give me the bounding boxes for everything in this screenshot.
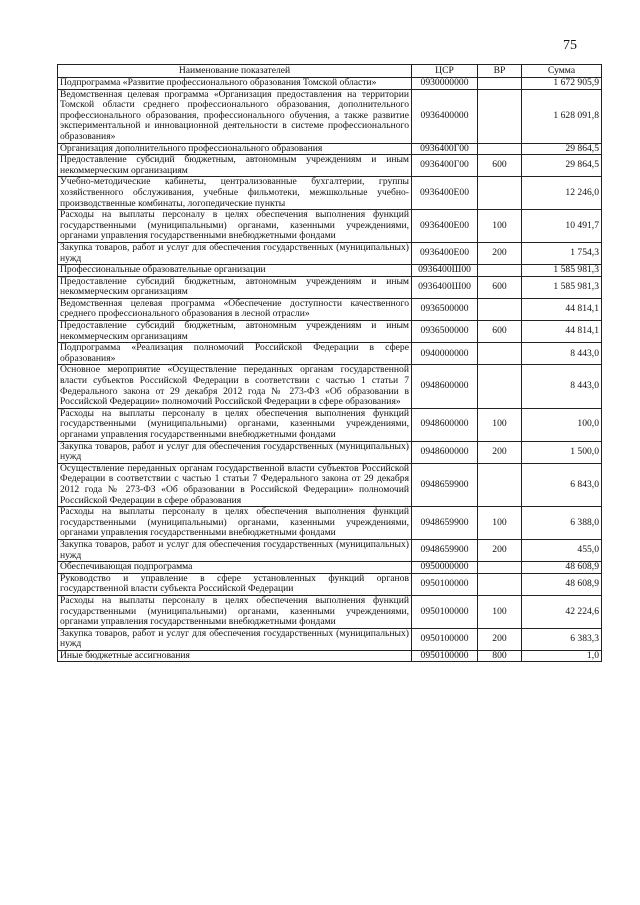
cell-sum: 1 672 905,9 — [522, 78, 602, 90]
table-row — [58, 343, 602, 365]
cell-csr: 0948600000 — [412, 441, 478, 463]
cell-csr: 0948600000 — [412, 408, 478, 441]
cell-name: Расходы на выплаты персоналу в целях обеспечения выполнения функций государственными (муниципальными) органами, казенными учреждениями, органами управления государственными внебюджетными фондами — [58, 595, 412, 628]
cell-csr: 0950100000 — [412, 650, 478, 662]
cell-name: Предоставление субсидий бюджетным, автономным учреждениям и иным некоммерческим организациям — [58, 276, 412, 298]
cell-name: Обеспечивающая подпрограмма — [58, 562, 412, 574]
cell-sum: 1 500,0 — [522, 441, 602, 463]
cell-vr: 100 — [478, 408, 522, 441]
table-row — [58, 155, 602, 177]
cell-sum: 48 608,9 — [522, 562, 602, 574]
cell-sum: 29 864,5 — [522, 155, 602, 177]
cell-name: Закупка товаров, работ и услуг для обеспечения государственных (муниципальных) нужд — [58, 628, 412, 650]
cell-name: Расходы на выплаты персоналу в целях обеспечения выполнения функций государственными (муниципальными) органами, казенными учреждениями, органами управления государственными внебюджетными фондами — [58, 507, 412, 540]
header-sum: Сумма — [522, 65, 602, 78]
header-vr: ВР — [478, 65, 522, 78]
cell-vr — [478, 343, 522, 365]
cell-sum: 100,0 — [522, 408, 602, 441]
cell-vr — [478, 89, 522, 143]
cell-vr: 600 — [478, 155, 522, 177]
cell-csr: 0948659900 — [412, 507, 478, 540]
cell-name: Расходы на выплаты персоналу в целях обеспечения выполнения функций государственными (муниципальными) органами, казенными учреждениями, органами управления государственными внебюджетными фондами — [58, 408, 412, 441]
cell-vr: 200 — [478, 539, 522, 561]
cell-name: Ведомственная целевая программа «Обеспечение доступности качественного среднего профессионального образования в лесной отрасли» — [58, 298, 412, 320]
cell-vr — [478, 463, 522, 506]
cell-sum: 8 443,0 — [522, 365, 602, 408]
cell-name: Учебно-методические кабинеты, централизованные бухгалтерии, группы хозяйственного обслуживания, учебные фильмотеки, межшкольные учебно-производственные комбинаты, логопедические пункты — [58, 177, 412, 210]
cell-name: Организация дополнительного профессионального образования — [58, 143, 412, 155]
cell-vr — [478, 143, 522, 155]
cell-sum: 29 864,5 — [522, 143, 602, 155]
cell-csr: 0936400Ш00 — [412, 265, 478, 277]
cell-vr: 200 — [478, 628, 522, 650]
cell-csr: 0948659900 — [412, 539, 478, 561]
table-row — [58, 143, 602, 155]
cell-sum: 8 443,0 — [522, 343, 602, 365]
table-row — [58, 298, 602, 320]
cell-csr: 0936500000 — [412, 298, 478, 320]
table-row — [58, 507, 602, 540]
cell-csr: 0936400Ш00 — [412, 276, 478, 298]
cell-name: Иные бюджетные ассигнования — [58, 650, 412, 662]
cell-name: Ведомственная целевая программа «Организация предоставления на территории Томской области среднего профессионального образования, дополнительного профессионального образования, профессионального обучения, а также развитие экспериментальной и инновационной деятельности в системе профессионального образования» — [58, 89, 412, 143]
cell-name: Руководство и управление в сфере установленных функций органов государственной власти субъекта Российской Федерации — [58, 573, 412, 595]
table-row — [58, 78, 602, 90]
cell-sum: 1 754,3 — [522, 242, 602, 264]
cell-sum: 44 814,1 — [522, 298, 602, 320]
cell-sum: 1 585 981,3 — [522, 276, 602, 298]
cell-vr: 200 — [478, 441, 522, 463]
cell-sum: 6 383,3 — [522, 628, 602, 650]
cell-vr: 100 — [478, 595, 522, 628]
cell-csr: 0948659900 — [412, 463, 478, 506]
table-row — [58, 562, 602, 574]
cell-vr: 600 — [478, 321, 522, 343]
table-row — [58, 650, 602, 662]
cell-csr: 0950100000 — [412, 595, 478, 628]
table-row — [58, 265, 602, 277]
cell-vr: 200 — [478, 242, 522, 264]
table-row — [58, 628, 602, 650]
cell-sum: 12 246,0 — [522, 177, 602, 210]
cell-name: Подпрограмма «Развитие профессионального образования Томской области» — [58, 78, 412, 90]
cell-csr: 0950100000 — [412, 573, 478, 595]
cell-csr: 0936400Е00 — [412, 210, 478, 243]
cell-csr: 0940000000 — [412, 343, 478, 365]
table-row — [58, 595, 602, 628]
cell-vr — [478, 78, 522, 90]
cell-sum: 42 224,6 — [522, 595, 602, 628]
cell-vr — [478, 562, 522, 574]
cell-vr — [478, 177, 522, 210]
cell-csr: 0936500000 — [412, 321, 478, 343]
table-row — [58, 210, 602, 243]
header-name: Наименование показателей — [58, 65, 412, 78]
cell-sum: 10 491,7 — [522, 210, 602, 243]
table-header-row — [58, 65, 602, 78]
cell-name: Профессиональные образовательные организации — [58, 265, 412, 277]
table-row — [58, 242, 602, 264]
cell-vr — [478, 265, 522, 277]
cell-name: Предоставление субсидий бюджетным, автономным учреждениям и иным некоммерческим организациям — [58, 155, 412, 177]
cell-vr: 100 — [478, 210, 522, 243]
table-row — [58, 463, 602, 506]
table-row — [58, 573, 602, 595]
cell-vr — [478, 365, 522, 408]
cell-csr: 0950100000 — [412, 628, 478, 650]
cell-csr: 0936400Е00 — [412, 177, 478, 210]
table-row — [58, 321, 602, 343]
cell-name: Основное мероприятие «Осуществление переданных органам государственной власти субъектов Российской Федерации в соответствии с частью 1 статьи 7 Федерального закона от 29 декабря 2012 года № 273-ФЗ «Об образовании в Российской Федерации» полномочий Российской Федерации в сфере образования» — [58, 365, 412, 408]
cell-vr — [478, 298, 522, 320]
cell-name: Расходы на выплаты персоналу в целях обеспечения выполнения функций государственными (муниципальными) органами, казенными учреждениями, органами управления государственными внебюджетными фондами — [58, 210, 412, 243]
table-row — [58, 89, 602, 143]
budget-table — [57, 64, 602, 662]
table-body — [58, 78, 602, 662]
cell-sum: 48 608,9 — [522, 573, 602, 595]
header-csr: ЦСР — [412, 65, 478, 78]
table-row — [58, 441, 602, 463]
cell-csr: 0930000000 — [412, 78, 478, 90]
page-number: 75 — [563, 38, 577, 53]
table-row — [58, 177, 602, 210]
cell-sum: 455,0 — [522, 539, 602, 561]
cell-csr: 0948600000 — [412, 365, 478, 408]
cell-csr: 0950000000 — [412, 562, 478, 574]
cell-sum: 6 843,0 — [522, 463, 602, 506]
cell-name: Закупка товаров, работ и услуг для обеспечения государственных (муниципальных) нужд — [58, 441, 412, 463]
cell-name: Закупка товаров, работ и услуг для обеспечения государственных (муниципальных) нужд — [58, 242, 412, 264]
cell-vr: 800 — [478, 650, 522, 662]
cell-sum: 1,0 — [522, 650, 602, 662]
cell-csr: 0936400Г00 — [412, 143, 478, 155]
table-row — [58, 539, 602, 561]
cell-name: Закупка товаров, работ и услуг для обеспечения государственных (муниципальных) нужд — [58, 539, 412, 561]
cell-sum: 1 585 981,3 — [522, 265, 602, 277]
cell-name: Осуществление переданных органам государственной власти субъектов Российской Федерации в соответствии с частью 1 статьи 7 Федерального закона от 29 декабря 2012 года № 273-ФЗ «Об образовании в Российской Федерации» полномочий Российской Федерации в сфере образования — [58, 463, 412, 506]
cell-csr: 0936400000 — [412, 89, 478, 143]
cell-sum: 1 628 091,8 — [522, 89, 602, 143]
cell-vr: 100 — [478, 507, 522, 540]
table-row — [58, 365, 602, 408]
cell-sum: 6 388,0 — [522, 507, 602, 540]
cell-vr — [478, 573, 522, 595]
cell-sum: 44 814,1 — [522, 321, 602, 343]
table-row — [58, 276, 602, 298]
cell-vr: 600 — [478, 276, 522, 298]
table-row — [58, 408, 602, 441]
cell-csr: 0936400Г00 — [412, 155, 478, 177]
cell-name: Подпрограмма «Реализация полномочий Российской Федерации в сфере образования» — [58, 343, 412, 365]
cell-name: Предоставление субсидий бюджетным, автономным учреждениям и иным некоммерческим организациям — [58, 321, 412, 343]
cell-csr: 0936400Е00 — [412, 242, 478, 264]
